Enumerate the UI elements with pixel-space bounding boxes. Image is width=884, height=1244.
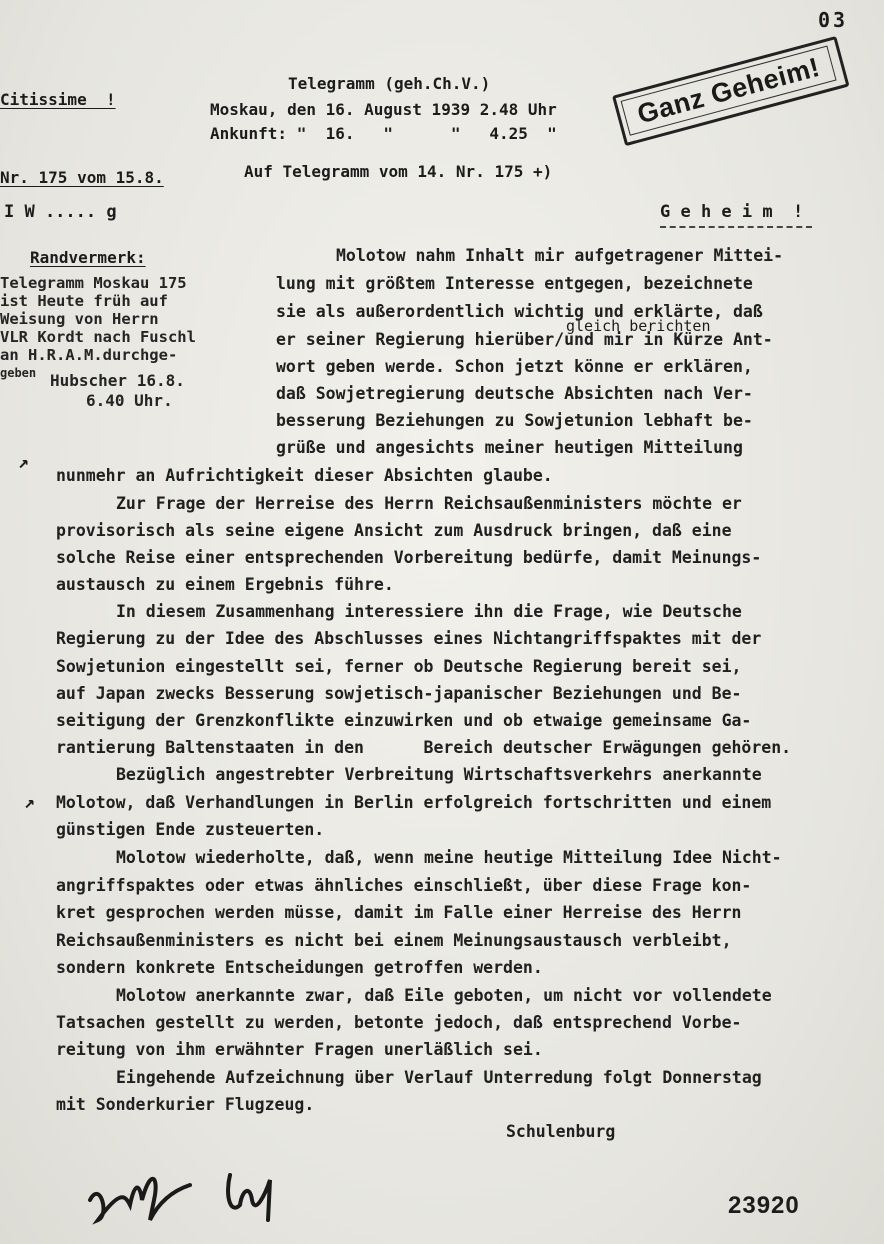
telegram-number: Nr. 175 vom 15.8.: [0, 168, 164, 187]
stamp-text: Ganz Geheim!: [621, 46, 837, 136]
margin-note-line: VLR Kordt nach Fuschl: [0, 328, 196, 346]
margin-note-time: 6.40 Uhr.: [86, 391, 173, 410]
body-line: solche Reise einer entsprechenden Vorbereitung bedürfe, damit Meinungs-: [56, 548, 762, 567]
telegram-header-date: Moskau, den 16. August 1939 2.48 Uhr: [210, 100, 557, 119]
margin-note-line: geben: [0, 366, 37, 380]
body-line: wort geben werde. Schon jetzt könne er erklären,: [276, 357, 753, 376]
telegram-reference: Auf Telegramm vom 14. Nr. 175 +): [244, 162, 553, 181]
body-line: grüße und angesichts meiner heutigen Mitteilung: [276, 438, 743, 457]
margin-note-line: an H.R.A.M.durchge-: [0, 346, 178, 364]
ambassador-signature: Schulenburg: [506, 1122, 616, 1141]
document-number: 23920: [728, 1192, 800, 1219]
body-line: Molotow nahm Inhalt mir aufgetragener Mittei-: [336, 246, 784, 265]
department-code: I W ..... g: [4, 202, 117, 222]
body-line: Sowjetunion eingestellt sei, ferner ob Deutsche Regierung bereit sei,: [56, 657, 742, 676]
classification-underline: [660, 226, 812, 228]
body-line: daß Sowjetregierung deutsche Absichten nach Ver-: [276, 384, 753, 403]
body-line: austausch zu einem Ergebnis führe.: [56, 575, 394, 594]
handwritten-insertion: gleich berichten: [566, 317, 711, 335]
body-line: günstigen Ende zusteuerten.: [56, 820, 325, 839]
margin-note-signature: Hubscher 16.8.: [50, 371, 185, 390]
ganz-geheim-stamp: [612, 36, 847, 144]
margin-note-line: Weisung von Herrn: [0, 310, 159, 328]
body-line: Molotow, daß Verhandlungen in Berlin erfolgreich fortschritten und einem: [56, 793, 772, 812]
telegram-header-arrival: Ankunft: " 16. " " 4.25 ": [210, 124, 557, 143]
margin-note-heading: Randvermerk:: [30, 248, 146, 267]
body-line: auf Japan zwecks Besserung sowjetisch-japanischer Beziehungen und Be-: [56, 684, 742, 703]
body-line: rantierung Baltenstaaten in den Bereich deutscher Erwägungen gehören.: [56, 738, 792, 757]
body-line: angriffspaktes oder etwas ähnliches einschließt, über diese Frage kon-: [56, 876, 752, 895]
body-line: Eingehende Aufzeichnung über Verlauf Unterredung folgt Donnerstag: [116, 1068, 762, 1087]
body-line: sie als außerordentlich wichtig und erklärte, daß: [276, 302, 763, 321]
body-line: Molotow wiederholte, daß, wenn meine heutige Mitteilung Idee Nicht-: [116, 848, 782, 867]
body-line: mit Sonderkurier Flugzeug.: [56, 1095, 315, 1114]
body-line: Bezüglich angestrebter Verbreitung Wirtschaftsverkehrs anerkannte: [116, 765, 762, 784]
body-line: lung mit größtem Interesse entgegen, bezeichnete: [276, 274, 753, 293]
telegram-header-line1: Telegramm (geh.Ch.V.): [288, 74, 491, 93]
body-line: Zur Frage der Herreise des Herrn Reichsaußenministers möchte er: [116, 494, 742, 513]
margin-note-line: ist Heute früh auf: [0, 292, 168, 310]
classification-label: G e h e i m !: [660, 202, 804, 222]
body-line: kret gesprochen werden müsse, damit im Falle einer Herreise des Herrn: [56, 903, 742, 922]
body-line: nunmehr an Aufrichtigkeit dieser Absichten glaube.: [56, 466, 553, 485]
body-line: er seiner Regierung hierüber/und mir in Kürze Ant-: [276, 330, 773, 349]
body-line: reitung von ihm erwähnter Fragen unerläßlich sei.: [56, 1040, 543, 1059]
page-number: 03: [818, 8, 849, 32]
margin-arrow-mark: ↗: [24, 792, 35, 813]
body-line: seitigung der Grenzkonflikte einzuwirken und ob etwaige gemeinsame Ga-: [56, 711, 752, 730]
margin-note-line: Telegramm Moskau 175: [0, 274, 187, 292]
priority-marker: Citissime !: [0, 90, 116, 109]
body-line: Reichsaußenministers es nicht bei einem Meinungsaustausch verbleibt,: [56, 931, 732, 950]
margin-arrow-mark: ↗: [18, 452, 29, 473]
body-line: Molotow anerkannte zwar, daß Eile geboten, um nicht vor vollendete: [116, 986, 772, 1005]
body-line: Regierung zu der Idee des Abschlusses eines Nichtangriffspaktes mit der: [56, 629, 762, 648]
body-line: In diesem Zusammenhang interessiere ihn die Frage, wie Deutsche: [116, 602, 742, 621]
body-line: provisorisch als seine eigene Ansicht zum Ausdruck bringen, daß eine: [56, 521, 732, 540]
body-line: besserung Beziehungen zu Sowjetunion lebhaft be-: [276, 411, 753, 430]
body-line: sondern konkrete Entscheidungen getroffen werden.: [56, 958, 543, 977]
body-line: Tatsachen gestellt zu werden, betonte jedoch, daß entsprechend Vorbe-: [56, 1013, 742, 1032]
handwritten-initials-graphic: [80, 1160, 300, 1230]
